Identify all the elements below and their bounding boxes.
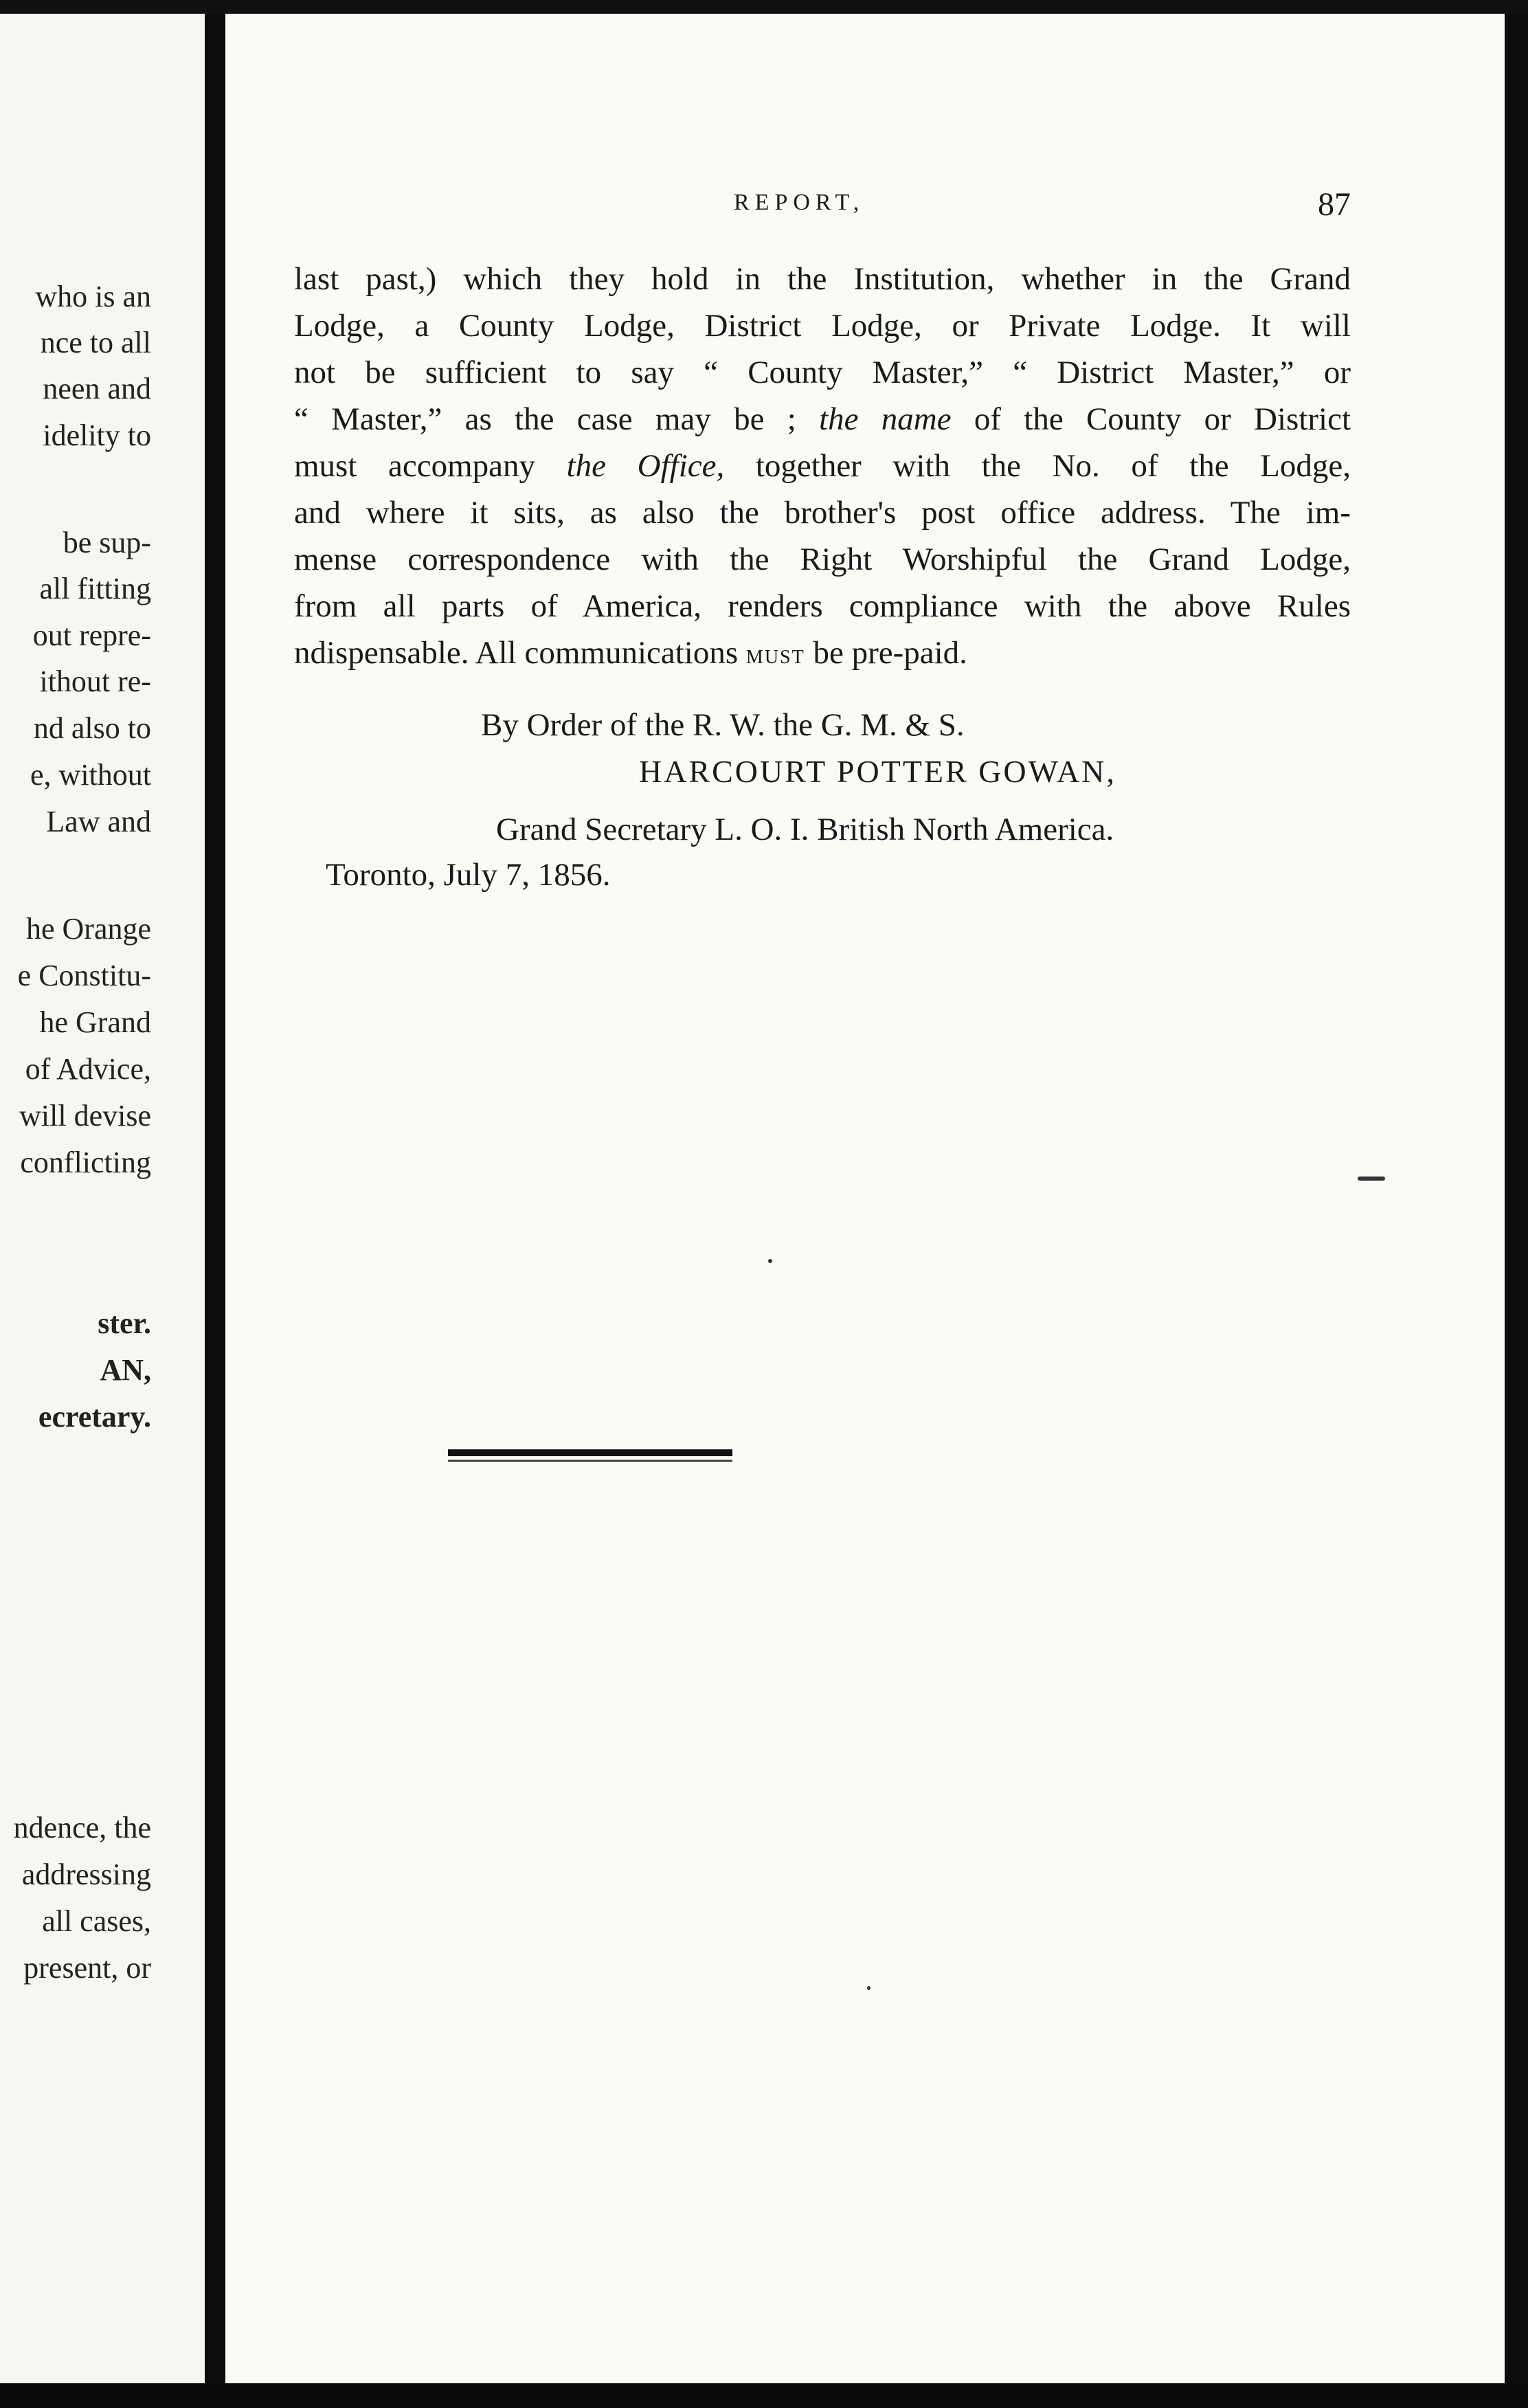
- left-page-line: out repre-: [32, 618, 151, 652]
- left-page-line: AN,: [100, 1353, 151, 1387]
- body-text: ndispensable. All communications: [294, 635, 739, 671]
- body-line: mense correspondence with the Right Worshipful the Grand Lodge,: [294, 542, 1351, 577]
- left-page-line: idelity to: [43, 419, 151, 452]
- left-page-line: all cases,: [42, 1904, 151, 1938]
- section-rule-thin: [448, 1460, 732, 1462]
- left-page-line: nce to all: [40, 326, 151, 359]
- running-head: REPORT,: [734, 190, 865, 215]
- place-and-date: Toronto, July 7, 1856.: [326, 857, 611, 893]
- scan-bottom-border: [0, 2383, 1528, 2408]
- body-text: must accompany: [294, 448, 536, 484]
- small-caps-emphasis: must: [745, 638, 805, 669]
- italic-emphasis: the Office,: [566, 448, 725, 484]
- left-page-line: he Grand: [39, 1005, 151, 1039]
- page-number: 87: [1318, 186, 1351, 223]
- body-line: [294, 399, 1351, 440]
- page-87: [225, 14, 1505, 2383]
- left-page-line: nd also to: [33, 711, 151, 745]
- left-page-line: all fitting: [39, 572, 151, 605]
- scan-speck: [768, 1259, 772, 1263]
- left-page-line: will devise: [19, 1099, 151, 1133]
- left-page-line: ithout re-: [39, 665, 151, 698]
- body-line: from all parts of America, renders compliance with the above Rules: [294, 588, 1351, 624]
- left-facing-page: [0, 14, 205, 2383]
- italic-emphasis: the name: [819, 401, 952, 437]
- body-line: not be sufficient to say “ County Master,” “ District Master,” or: [294, 355, 1351, 390]
- left-page-line: who is an: [35, 280, 151, 313]
- left-page-line: of Advice,: [25, 1052, 151, 1086]
- signatory-title: Grand Secretary L. O. I. British North America.: [496, 812, 1114, 847]
- body-text: “ Master,” as the case may be ;: [294, 401, 796, 437]
- body-line: [294, 632, 1351, 675]
- left-page-line: present, or: [23, 1951, 151, 1985]
- body-text: be pre-paid.: [813, 635, 967, 671]
- body-text: of the County or District: [974, 401, 1351, 437]
- left-page-line: e, without: [30, 758, 151, 792]
- left-page-line: ster.: [98, 1306, 151, 1340]
- left-page-line: he Orange: [25, 912, 151, 946]
- left-page-line: neen and: [43, 372, 151, 405]
- section-rule: [448, 1449, 732, 1456]
- scan-right-border: [1505, 14, 1528, 2383]
- left-page-line: be sup-: [63, 526, 151, 559]
- body-text: together with the No. of the Lodge,: [755, 448, 1351, 484]
- scan-speck: [867, 1986, 870, 1990]
- body-line: last past,) which they hold in the Institution, whether in the Grand: [294, 261, 1351, 297]
- left-page-line: ndence, the: [13, 1811, 151, 1844]
- scan-mark: [1358, 1177, 1385, 1181]
- scan-top-border: [0, 0, 1528, 14]
- left-page-line: addressing: [21, 1858, 151, 1891]
- order-line: By Order of the R. W. the G. M. & S.: [481, 707, 965, 743]
- book-gutter: [205, 14, 225, 2383]
- body-line: [294, 445, 1351, 487]
- left-page-line: conflicting: [20, 1146, 151, 1179]
- left-page-line: ecretary.: [38, 1400, 151, 1434]
- left-page-line: Law and: [46, 805, 151, 838]
- left-page-line: e Constitu-: [17, 959, 151, 992]
- signatory-name: HARCOURT POTTER GOWAN,: [639, 754, 1116, 789]
- body-line: Lodge, a County Lodge, District Lodge, or Private Lodge. It will: [294, 308, 1351, 344]
- body-line: and where it sits, as also the brother's post office address. The im-: [294, 495, 1351, 531]
